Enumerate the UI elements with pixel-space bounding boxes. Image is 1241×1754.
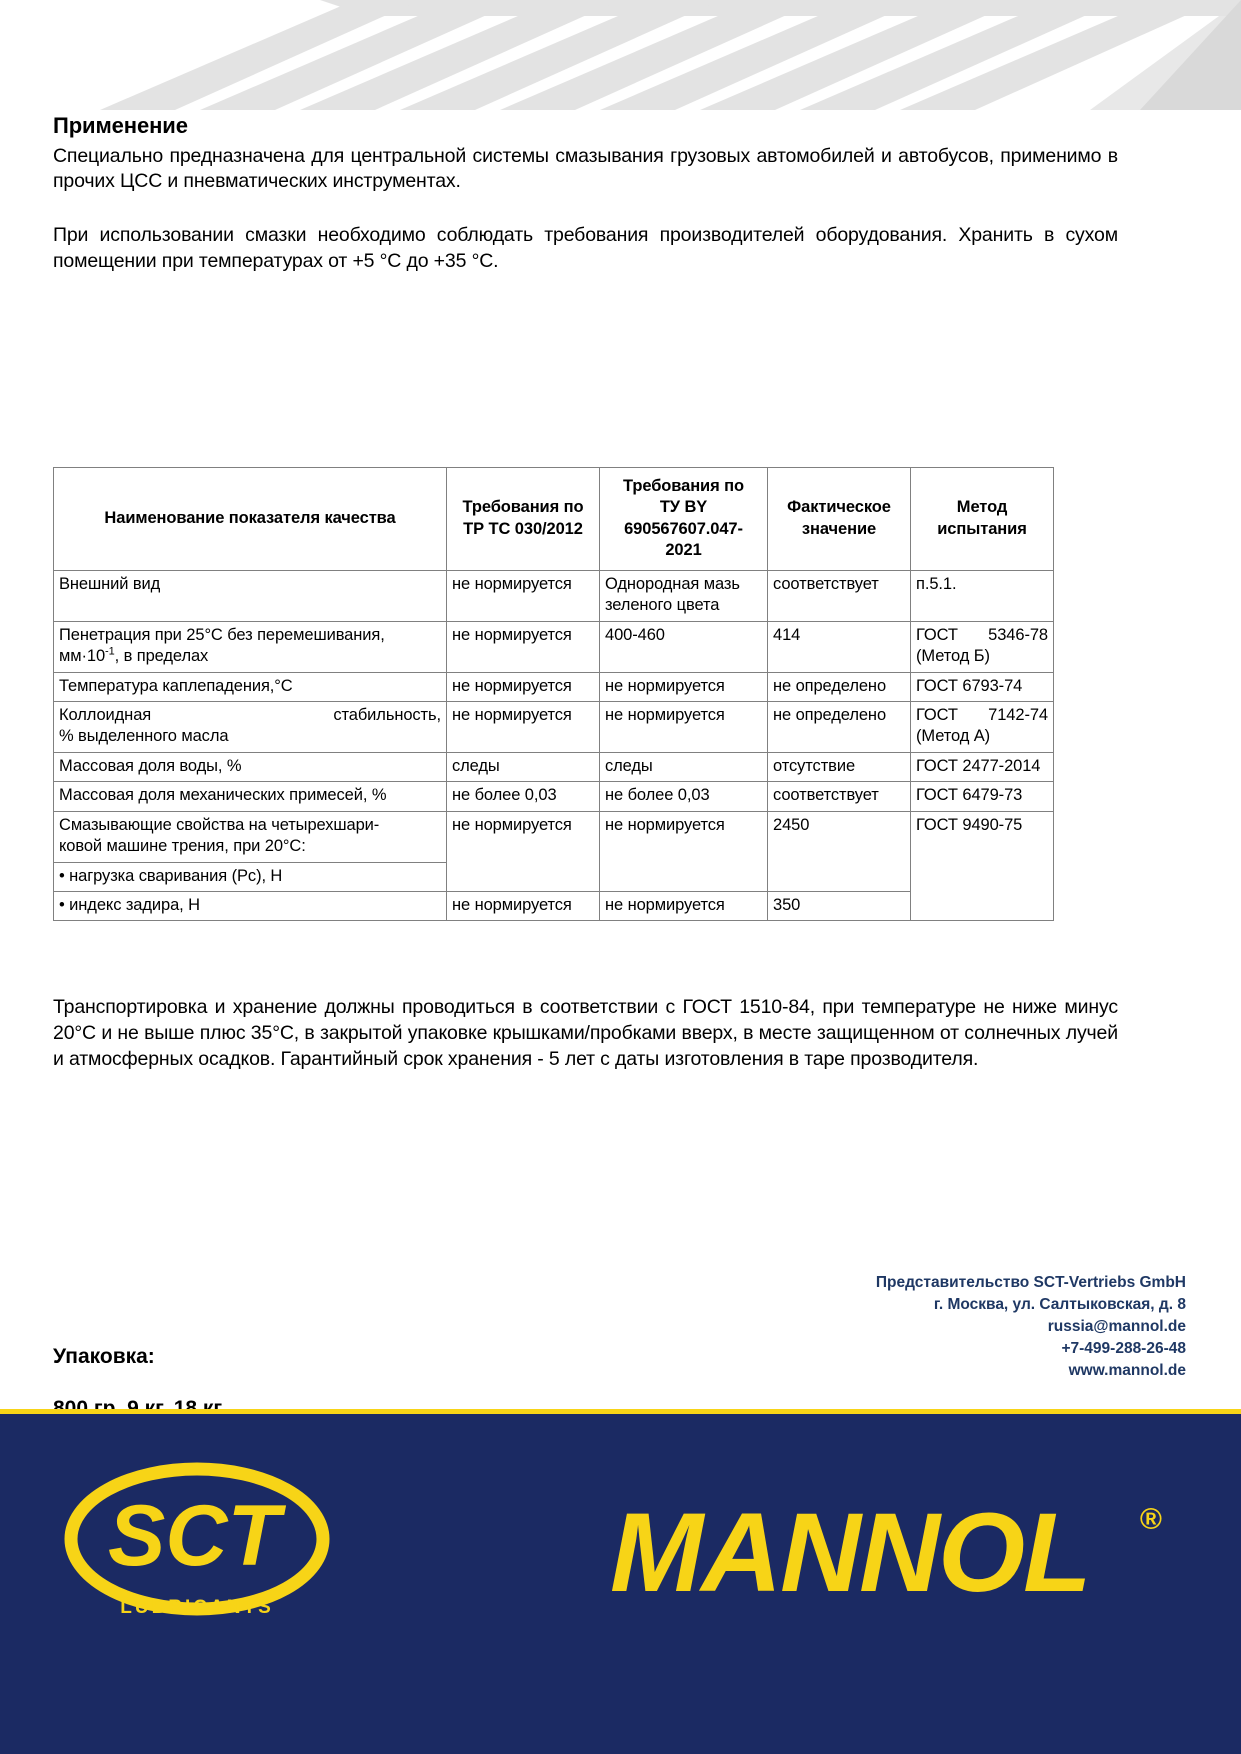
table-header-tr-ts xyxy=(447,468,600,571)
cell-tr-ts: следы xyxy=(447,752,600,781)
cell-indicator-name: Массовая доля механических примесей, % xyxy=(54,782,447,811)
cell-line: (Метод А) xyxy=(916,727,991,746)
cell-method: ГОСТ 6479-73 xyxy=(911,782,1054,811)
cell-indicator-name: • индекс задира, Н xyxy=(54,892,447,921)
contact-phone[interactable]: +7-499-288-26-48 xyxy=(1061,1340,1186,1357)
cell-tu-by: не более 0,03 xyxy=(600,782,768,811)
storage-paragraph: Транспортировка и хранение должны проводиться в соответствии с ГОСТ 1510-84, при температуре не ниже минус 20°C и не выше плюс 35°C, в закрытой упаковке крышками/пробками вверх, в месте защищенном от солнечных лучей и атмосферных осадков. Гарантийный срок хранения - 5 лет с даты изготовления в таре прозводителя. xyxy=(53,996,1118,1070)
cell-actual: не определено xyxy=(768,672,911,701)
cell-line xyxy=(59,646,441,667)
application-section xyxy=(53,112,1118,275)
table-header-tu-by xyxy=(600,468,768,571)
cell-actual: 414 xyxy=(768,621,911,672)
cell-actual: соответствует xyxy=(768,570,911,621)
table-header-row xyxy=(54,468,1054,571)
cell-method: ГОСТ 9490-75 xyxy=(911,811,1054,921)
cell-tr-ts: не нормируется xyxy=(447,701,600,752)
header-line: значение xyxy=(801,519,877,538)
cell-method: ГОСТ 2477-2014 xyxy=(911,752,1054,781)
cell-tr-ts: не нормируется xyxy=(447,892,600,921)
header-line: 2021 xyxy=(665,541,702,560)
table-row xyxy=(54,621,1054,672)
cell-tu-by: не нормируется xyxy=(600,892,768,921)
table-header-indicator-name xyxy=(54,468,447,571)
cell-actual: 350 xyxy=(768,892,911,921)
cell-tu-by: не нормируется xyxy=(600,672,768,701)
sct-logo xyxy=(62,1461,332,1646)
cell-actual: 2450 xyxy=(768,811,911,891)
cell-line: Пенетрация при 25°C без перемешивания, xyxy=(59,625,385,644)
cell-tr-ts: не нормируется xyxy=(447,621,600,672)
table-header-actual-value xyxy=(768,468,911,571)
cell-line xyxy=(59,705,441,726)
cell-tu-by: следы xyxy=(600,752,768,781)
header-line: Фактическое xyxy=(787,498,891,517)
sct-logo-sub-text: LUBRICANTS xyxy=(120,1597,274,1618)
table-row xyxy=(54,782,1054,811)
cell-indicator-name xyxy=(54,701,447,752)
footer-accent-stripe xyxy=(0,1409,1241,1414)
mannol-brand-text: MANNOL xyxy=(610,1490,1090,1615)
cell-method xyxy=(911,701,1054,752)
mannol-wordmark xyxy=(610,1490,1170,1617)
cell-method: ГОСТ 6793-74 xyxy=(911,672,1054,701)
cell-method xyxy=(911,621,1054,672)
header-swoosh-graphic xyxy=(0,0,1241,110)
cell-line: Смазывающие свойства на четырехшари- xyxy=(59,815,380,834)
specification-table-container xyxy=(53,467,1053,921)
header-line: ТУ BY xyxy=(659,498,708,517)
cell-tu-by: не нормируется xyxy=(600,701,768,752)
contact-block xyxy=(876,1272,1186,1382)
table-header-test-method xyxy=(911,468,1054,571)
table-row xyxy=(54,752,1054,781)
table-row xyxy=(54,701,1054,752)
intro-paragraph-1: Специально предназначена для центральной системы смазывания грузовых автомобилей и автобусов, применимо в прочих ЦСС и пневматических инструментах. xyxy=(53,144,1118,193)
sct-logo-graphic xyxy=(62,1461,332,1646)
cell-line: % выделенного масла xyxy=(59,727,229,746)
cell-actual: соответствует xyxy=(768,782,911,811)
cell-line-part: , в пределах xyxy=(114,647,209,666)
cell-indicator-name: Внешний вид xyxy=(54,570,447,621)
cell-tr-ts: не нормируется xyxy=(447,570,600,621)
header-line: 690567607.047- xyxy=(624,519,743,538)
table-row-group-title xyxy=(54,811,1054,862)
footer-bar xyxy=(0,1409,1241,1754)
cell-tu-by: 400-460 xyxy=(600,621,768,672)
table-row xyxy=(54,570,1054,621)
section-title: Применение xyxy=(53,113,188,138)
table-row xyxy=(54,672,1054,701)
cell-tr-ts: не нормируется xyxy=(447,811,600,891)
cell-indicator-name: Температура каплепадения,°C xyxy=(54,672,447,701)
cell-line: ковой машине трения, при 20°C: xyxy=(59,837,306,856)
cell-line xyxy=(916,625,1048,646)
contact-address: г. Москва, ул. Салтыковская, д. 8 xyxy=(933,1296,1186,1313)
header-line: ТР ТС 030/2012 xyxy=(463,519,583,538)
specification-table xyxy=(53,467,1054,921)
cell-indicator-name: • нагрузка сваривания (Рс), Н xyxy=(54,862,447,891)
registered-trademark-icon: ® xyxy=(1139,1503,1162,1536)
header-line: Метод xyxy=(956,498,1008,517)
cell-indicator-name xyxy=(54,811,447,862)
header-line: Требования по xyxy=(623,477,744,495)
packaging-title: Упаковка: xyxy=(53,1345,155,1368)
cell-line-part: 5346-78 xyxy=(988,625,1048,644)
cell-line-part: стабильность, xyxy=(333,705,441,724)
contact-email[interactable]: russia@mannol.de xyxy=(1047,1318,1186,1335)
cell-method: п.5.1. xyxy=(911,570,1054,621)
contact-company: Представительство SCT-Vertriebs GmbH xyxy=(875,1274,1186,1291)
header-decoration xyxy=(0,0,1241,110)
cell-tu-by: Однородная мазь зеленого цвета xyxy=(600,570,768,621)
cell-tu-by: не нормируется xyxy=(600,811,768,891)
header-line: испытания xyxy=(937,519,1027,538)
sct-logo-main-text: SCT xyxy=(108,1488,280,1584)
cell-tr-ts: не более 0,03 xyxy=(447,782,600,811)
cell-line-part: 7142-74 xyxy=(988,705,1048,724)
header-line: Требования по xyxy=(462,498,584,517)
cell-superscript: -1 xyxy=(105,645,115,658)
table-row-subitem xyxy=(54,892,1054,921)
cell-line-part: ГОСТ xyxy=(916,705,958,724)
cell-line-part: Коллоидная xyxy=(59,705,152,724)
cell-indicator-name: Массовая доля воды, % xyxy=(54,752,447,781)
cell-line-part: ГОСТ xyxy=(916,625,958,644)
intro-paragraph-2: При использовании смазки необходимо соблюдать требования производителей оборудования. Хранить в сухом помещении при температурах от +5 °C до +35 °C. xyxy=(53,224,1118,273)
cell-actual: не определено xyxy=(768,701,911,752)
cell-line-part: мм·10 xyxy=(59,647,106,666)
contact-website[interactable]: www.mannol.de xyxy=(1068,1362,1186,1379)
header-line: Наименование показателя качества xyxy=(104,509,396,528)
cell-line: (Метод Б) xyxy=(916,647,990,666)
cell-indicator-name xyxy=(54,621,447,672)
cell-line xyxy=(916,705,1048,726)
cell-actual: отсутствие xyxy=(768,752,911,781)
cell-tr-ts: не нормируется xyxy=(447,672,600,701)
